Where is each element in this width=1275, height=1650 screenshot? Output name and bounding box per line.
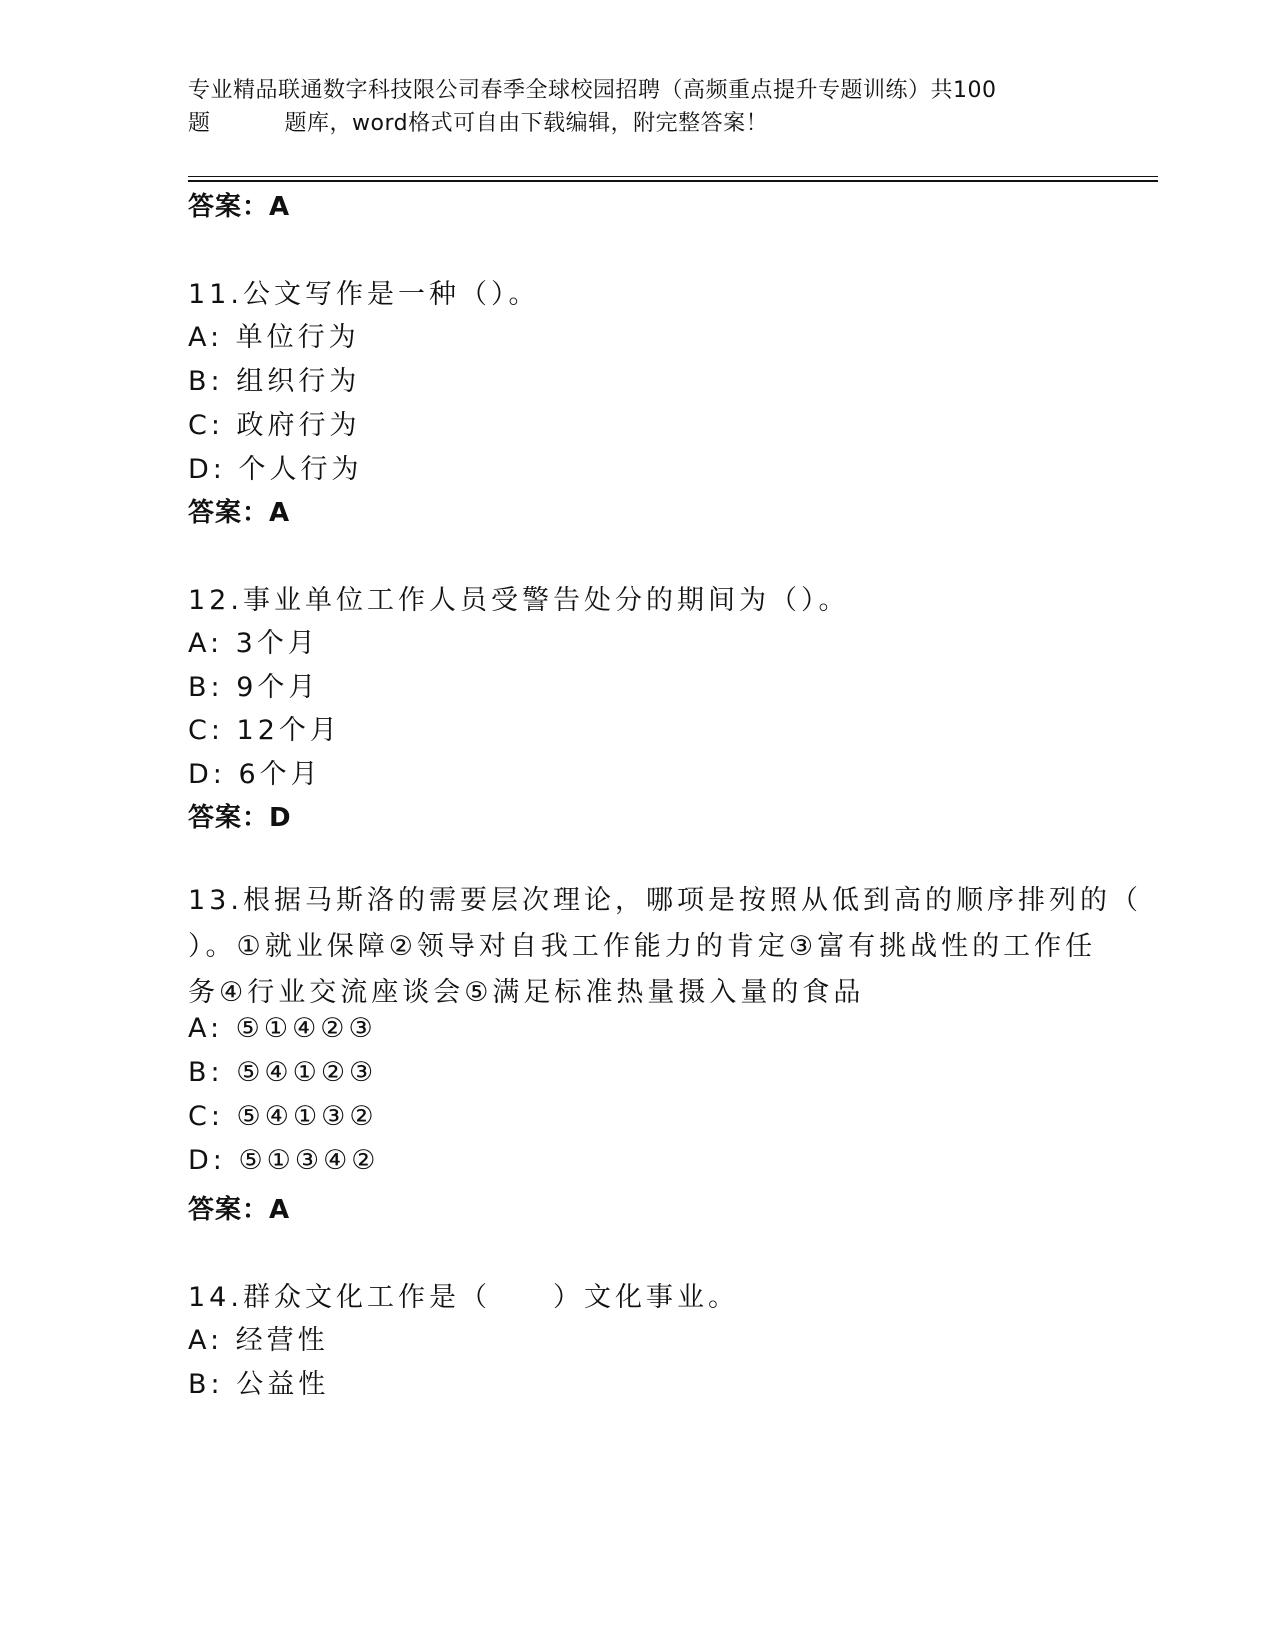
question-13-option-d: D: ⑤①③④② xyxy=(188,1145,380,1176)
question-12-answer: 答案：D xyxy=(188,803,292,833)
question-12-option-d: D: 6个月 xyxy=(188,759,322,790)
question-13-stem xyxy=(188,878,1142,1016)
header-line-2 xyxy=(188,107,1088,140)
question-11-stem: 11.公文写作是一种（）。 xyxy=(188,279,540,310)
question-11-option-a: A: 单位行为 xyxy=(188,322,360,353)
header-line-2-end: 题库，word格式可自由下载编辑，附完整答案！ xyxy=(284,111,769,136)
previous-answer: 答案：A xyxy=(188,192,291,222)
question-12-option-c: C: 12个月 xyxy=(188,715,341,746)
question-14-option-a: A: 经营性 xyxy=(188,1325,329,1356)
question-13-stem-line-2: ）。①就业保障②领导对自我工作能力的肯定③富有挑战性的工作任 xyxy=(188,931,1097,962)
question-12-option-b: B: 9个月 xyxy=(188,672,320,703)
question-11-answer: 答案：A xyxy=(188,498,291,528)
question-13-option-b: B: ⑤④①②③ xyxy=(188,1057,378,1088)
question-13-stem-line-3: 务④行业交流座谈会⑤满足标准热量摄入量的食品 xyxy=(188,977,865,1008)
question-11-option-c: C: 政府行为 xyxy=(188,410,361,441)
question-12-stem: 12.事业单位工作人员受警告处分的期间为（）。 xyxy=(188,585,850,616)
header-rule-thick xyxy=(188,180,1158,182)
question-13-option-a: A: ⑤①④②③ xyxy=(188,1013,377,1044)
question-11-option-d: D: 个人行为 xyxy=(188,454,363,485)
question-13-option-c: C: ⑤④①③② xyxy=(188,1101,378,1132)
question-11-option-b: B: 组织行为 xyxy=(188,366,361,397)
question-12-option-a: A: 3个月 xyxy=(188,628,319,659)
header-line-1: 专业精品联通数字科技限公司春季全球校园招聘（高频重点提升专题训练）共100 xyxy=(188,78,997,103)
question-13-stem-line-1: 13.根据马斯洛的需要层次理论，哪项是按照从低到高的顺序排列的（ xyxy=(188,885,1142,916)
header-rule-thin xyxy=(188,176,1158,177)
question-14-stem: 14.群众文化工作是（ ）文化事业。 xyxy=(188,1282,739,1313)
document-header xyxy=(188,74,1088,140)
question-14-option-b: B: 公益性 xyxy=(188,1369,330,1400)
header-line-2-start: 题 xyxy=(188,111,211,136)
question-13-answer: 答案：A xyxy=(188,1195,291,1225)
